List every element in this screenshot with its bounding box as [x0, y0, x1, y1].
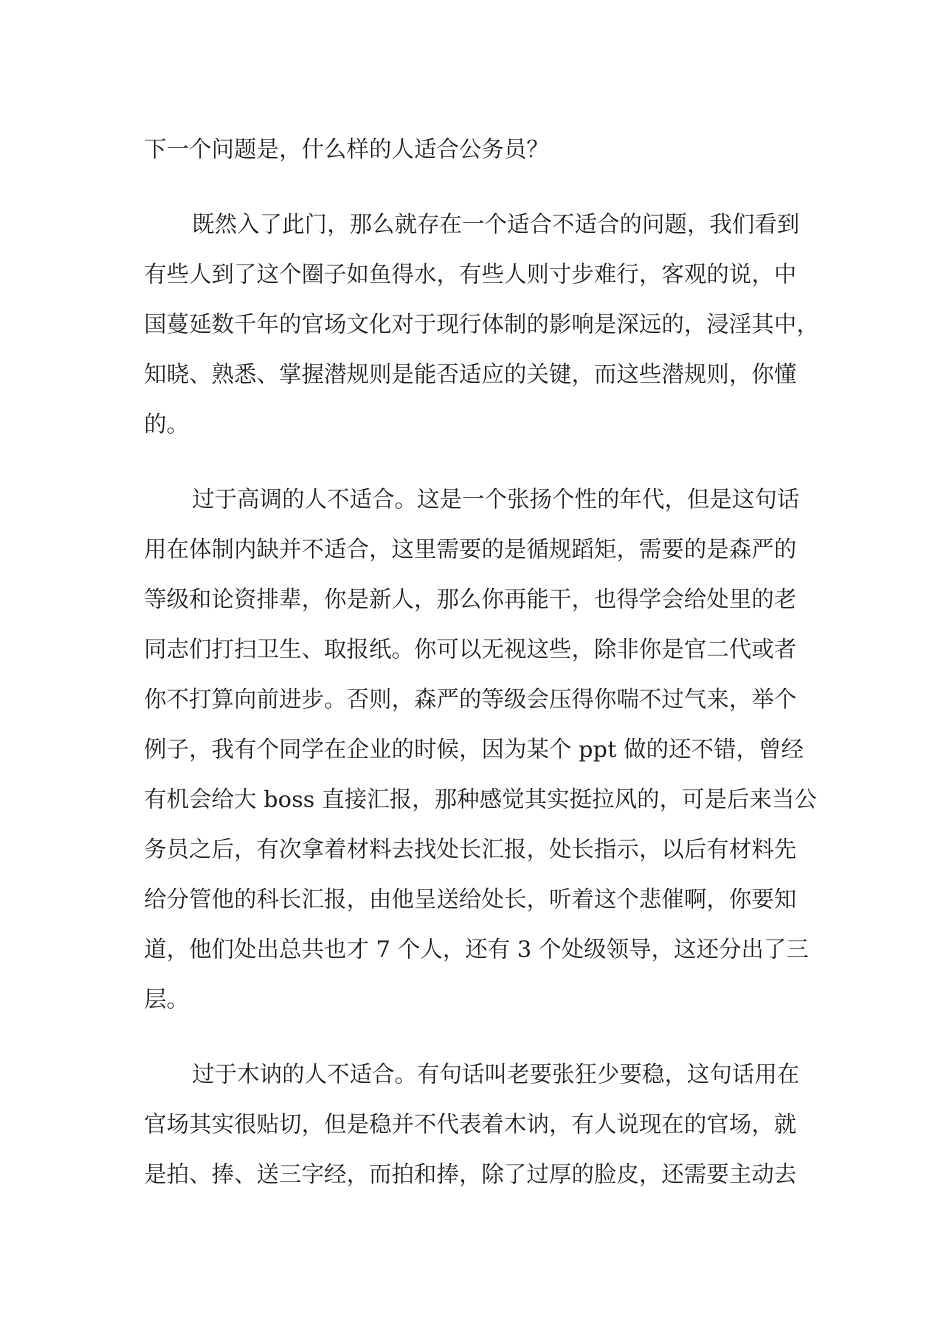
heading: 下一个问题是，什么样的人适合公务员？ — [144, 137, 550, 163]
paragraph-line: 有些人到了这个圈子如鱼得水，有些人则寸步难行，客观的说，中 — [144, 262, 797, 288]
paragraph-line: 国蔓延数千年的官场文化对于现行体制的影响是深远的，浸淫其中， — [144, 312, 820, 338]
paragraph-line: 你不打算向前进步。否则，森严的等级会压得你喘不过气来，举个 — [144, 687, 797, 713]
paragraph-line: 有机会给大 boss 直接汇报，那种感觉其实挺拉风的，可是后来当公 — [144, 787, 817, 813]
paragraph-line: 道，他们处出总共也才 7 个人，还有 3 个处级领导，这还分出了三 — [144, 937, 809, 963]
paragraph-line: 层。 — [144, 987, 190, 1013]
paragraph-line: 给分管他的科长汇报，由他呈送给处长，听着这个悲催啊，你要知 — [144, 887, 797, 913]
paragraph-line: 是拍、捧、送三字经，而拍和捧，除了过厚的脸皮，还需要主动去 — [144, 1162, 797, 1188]
paragraph-line: 过于高调的人不适合。这是一个张扬个性的年代，但是这句话 — [192, 487, 800, 513]
paragraph-line: 务员之后，有次拿着材料去找处长汇报，处长指示，以后有材料先 — [144, 837, 797, 863]
paragraph-line: 知晓、熟悉、掌握潜规则是能否适应的关键，而这些潜规则，你懂 — [144, 362, 797, 388]
paragraph-line: 用在体制内缺并不适合，这里需要的是循规蹈矩，需要的是森严的 — [144, 537, 797, 563]
paragraph-line: 的。 — [144, 412, 190, 438]
paragraph-line: 等级和论资排辈，你是新人，那么你再能干，也得学会给处里的老 — [144, 587, 797, 613]
paragraph-line: 过于木讷的人不适合。有句话叫老要张狂少要稳，这句话用在 — [192, 1062, 800, 1088]
paragraph-line: 官场其实很贴切，但是稳并不代表着木讷，有人说现在的官场，就 — [144, 1112, 797, 1138]
paragraph-line: 例子，我有个同学在企业的时候，因为某个 ppt 做的还不错，曾经 — [144, 737, 804, 763]
paragraph-line: 既然入了此门，那么就存在一个适合不适合的问题，我们看到 — [192, 212, 800, 238]
paragraph-line: 同志们打扫卫生、取报纸。你可以无视这些，除非你是官二代或者 — [144, 637, 797, 663]
